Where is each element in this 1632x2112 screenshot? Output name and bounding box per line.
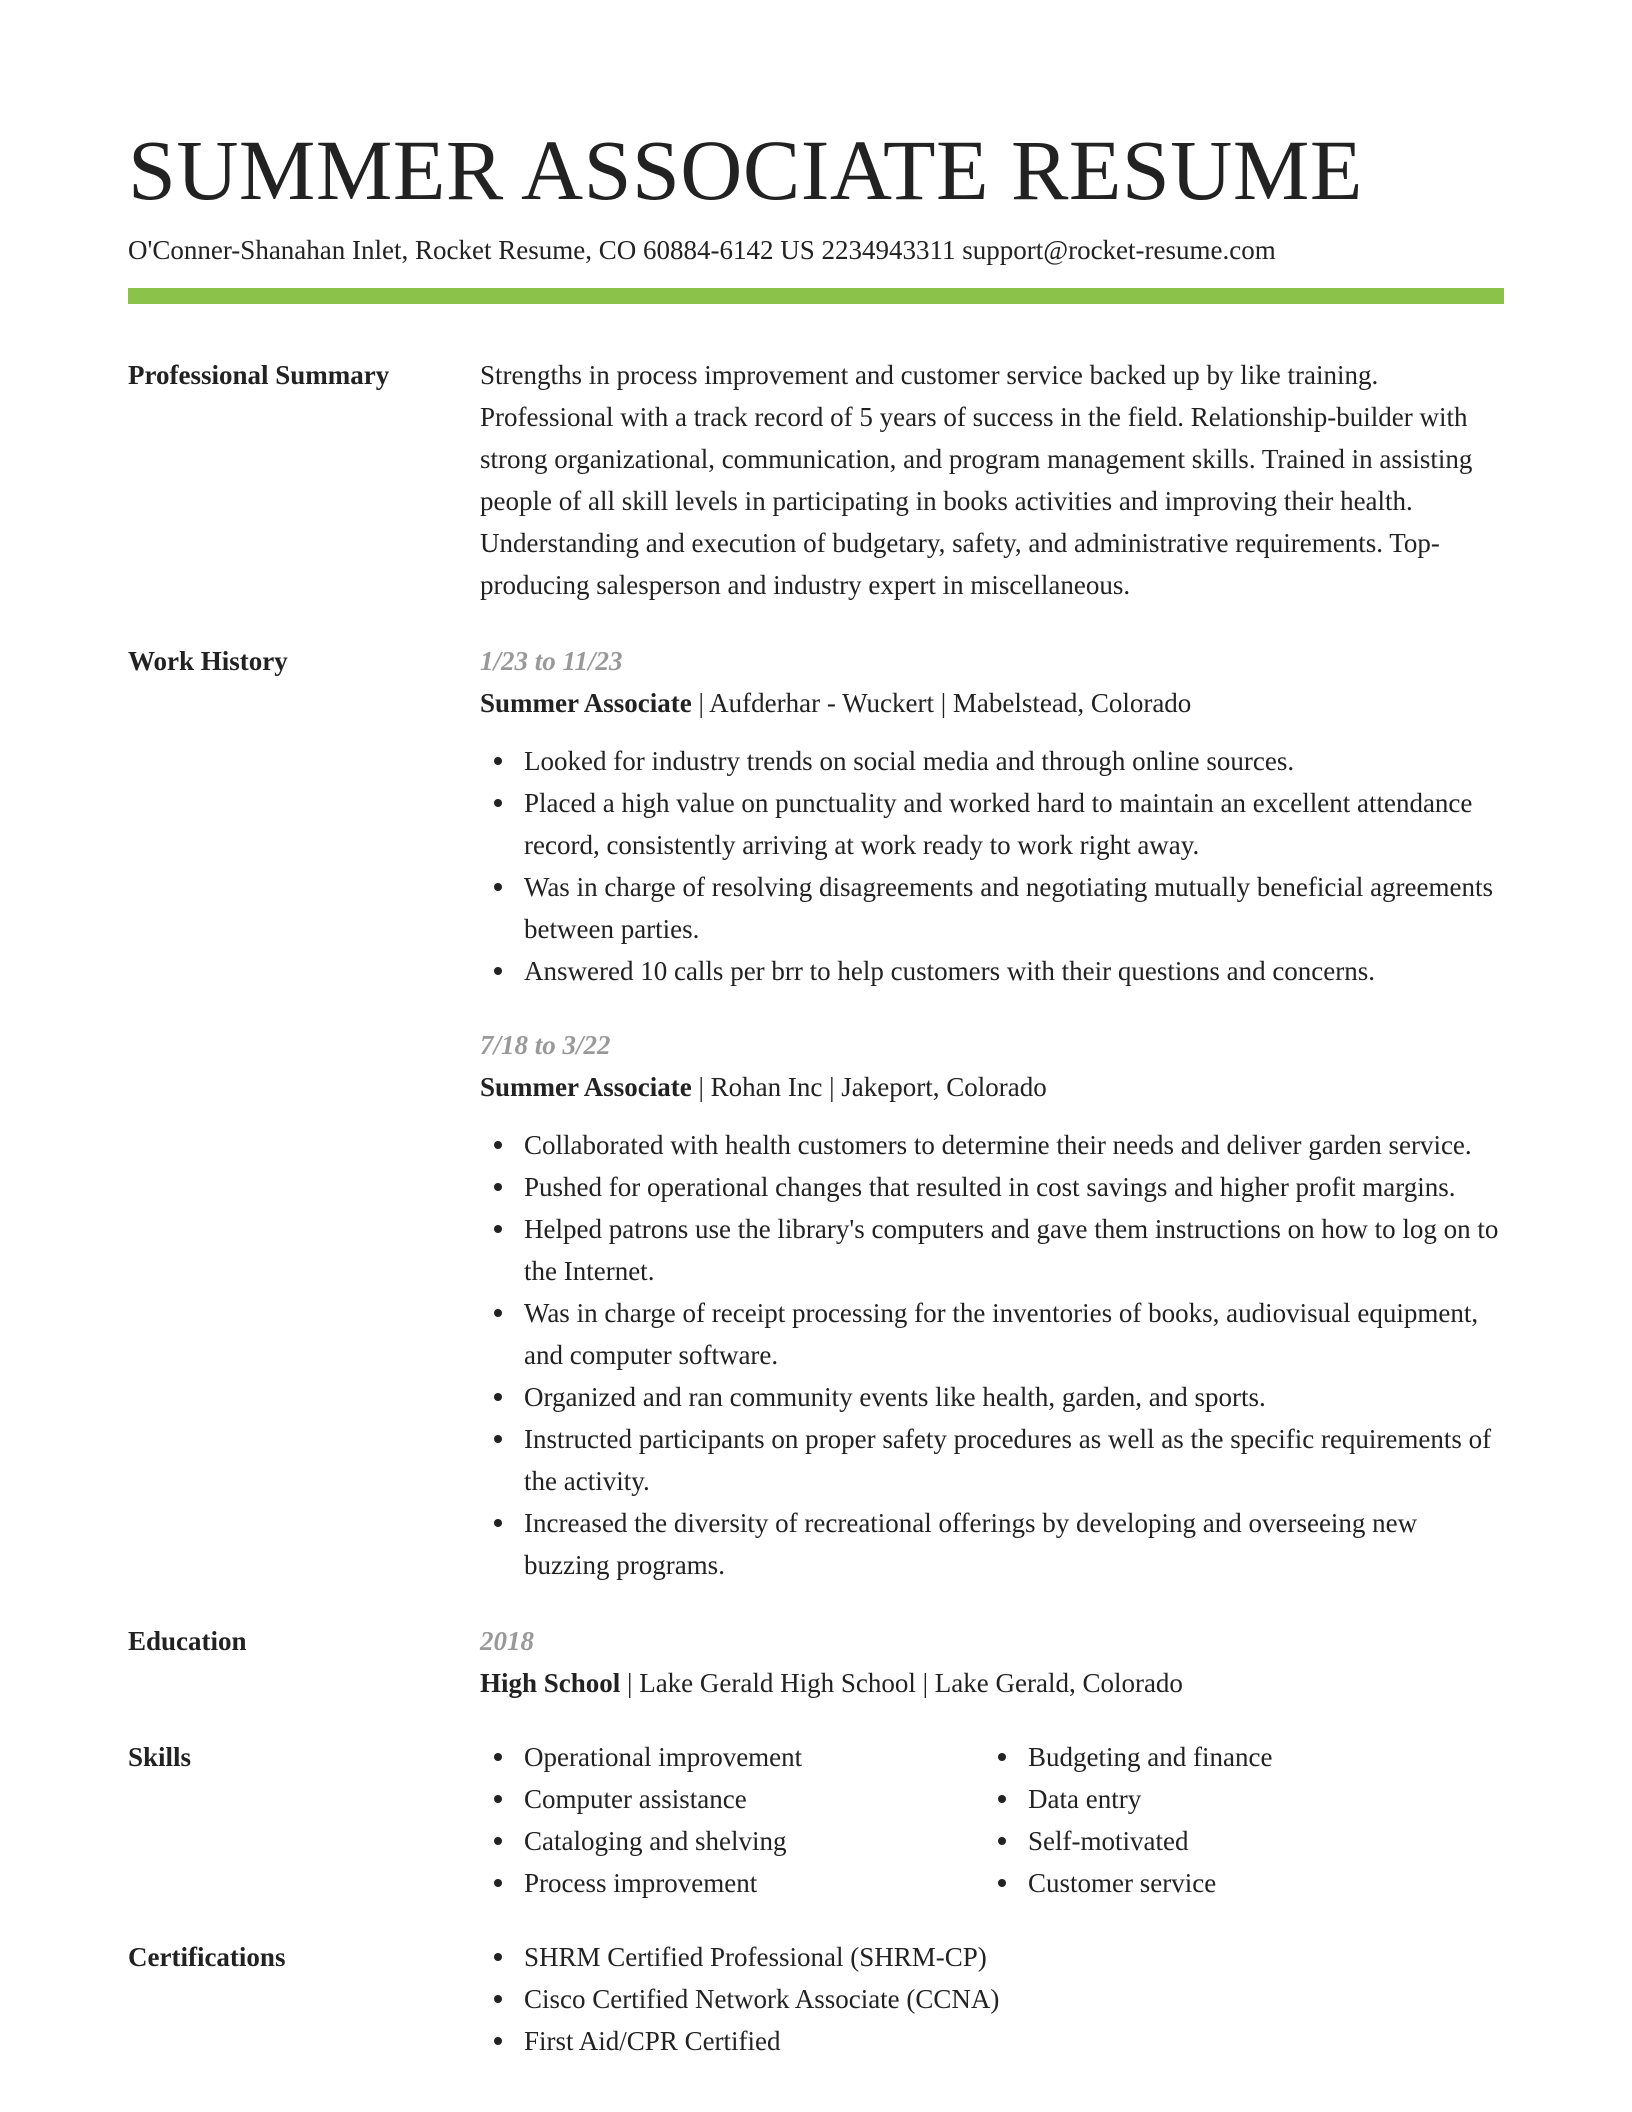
work-history-body	[480, 640, 1504, 1586]
education-body	[480, 1620, 1504, 1704]
section-label-certifications: Certifications	[128, 1942, 286, 1972]
job-entry	[480, 1024, 1504, 1586]
education-degree: High School	[480, 1668, 621, 1698]
job-bullet: Pushed for operational changes that resulted in cost savings and higher profit margins.	[480, 1166, 1504, 1208]
section-label-work: Work History	[128, 646, 288, 676]
professional-summary-section	[128, 354, 1504, 606]
skills-grid	[480, 1736, 1504, 1904]
accent-divider	[128, 288, 1504, 304]
job-bullets	[480, 740, 1504, 992]
summary-text: Strengths in process improvement and customer service backed up by like training. Professional with a track record of 5 years of success in the field. Relationship-builder with strong organizational, communication, and program management skills. Trained in assisting people of all skill levels in participating in books activities and improving their health. Understanding and execution of budgetary, safety, and administrative requirements. Top-producing salesperson and industry expert in miscellaneous.	[480, 360, 1473, 600]
job-role: Summer Associate	[480, 688, 692, 718]
job-bullet: Was in charge of receipt processing for the inventories of books, audiovisual equipment, and computer software.	[480, 1292, 1504, 1376]
job-entry	[480, 640, 1504, 992]
skills-body	[480, 1736, 1504, 1904]
job-bullet: Organized and ran community events like health, garden, and sports.	[480, 1376, 1504, 1418]
section-label-summary: Professional Summary	[128, 360, 390, 390]
job-employer-location: | Aufderhar - Wuckert | Mabelstead, Colorado	[691, 688, 1192, 718]
job-role-line	[480, 1066, 1504, 1108]
certifications-body	[480, 1936, 1504, 2062]
work-history-section	[128, 640, 1504, 1586]
job-role: Summer Associate	[480, 1072, 692, 1102]
job-bullets	[480, 1124, 1504, 1586]
job-bullet: Increased the diversity of recreational offerings by developing and overseeing new buzzing programs.	[480, 1502, 1504, 1586]
skill-item: Self-motivated	[984, 1820, 1504, 1862]
skill-item: Customer service	[984, 1862, 1504, 1904]
skill-item: Process improvement	[480, 1862, 984, 1904]
job-bullet: Collaborated with health customers to determine their needs and deliver garden service.	[480, 1124, 1504, 1166]
job-employer-location: | Rohan Inc | Jakeport, Colorado	[691, 1072, 1047, 1102]
job-bullet: Was in charge of resolving disagreements and negotiating mutually beneficial agreements between parties.	[480, 866, 1504, 950]
contact-line: O'Conner-Shanahan Inlet, Rocket Resume, CO 60884-6142 US 2234943311 support@rocket-resume.com	[128, 235, 1276, 265]
skill-item: Computer assistance	[480, 1778, 984, 1820]
resume-title: SUMMER ASSOCIATE RESUME	[128, 122, 1363, 218]
education-school-location: | Lake Gerald High School | Lake Gerald, Colorado	[620, 1668, 1183, 1698]
job-bullet: Helped patrons use the library's computers and gave them instructions on how to log on to the Internet.	[480, 1208, 1504, 1292]
certification-item: First Aid/CPR Certified	[480, 2020, 1504, 2062]
certification-item: SHRM Certified Professional (SHRM-CP)	[480, 1936, 1504, 1978]
job-dates: 1/23 to 11/23	[480, 646, 623, 676]
job-role-line	[480, 682, 1504, 724]
section-label-skills: Skills	[128, 1742, 192, 1772]
certifications-list	[480, 1936, 1504, 2062]
education-section	[128, 1620, 1504, 1704]
skill-item: Operational improvement	[480, 1736, 984, 1778]
job-bullet: Answered 10 calls per brr to help customers with their questions and concerns.	[480, 950, 1504, 992]
job-dates: 7/18 to 3/22	[480, 1030, 611, 1060]
skill-item: Budgeting and finance	[984, 1736, 1504, 1778]
skills-column-left	[480, 1736, 984, 1904]
skills-section	[128, 1736, 1504, 1904]
skill-item: Data entry	[984, 1778, 1504, 1820]
section-label-education: Education	[128, 1626, 247, 1656]
job-bullet: Placed a high value on punctuality and worked hard to maintain an excellent attendance record, consistently arriving at work ready to work right away.	[480, 782, 1504, 866]
resume-page	[128, 120, 1504, 2062]
job-bullet: Instructed participants on proper safety procedures as well as the specific requirements of the activity.	[480, 1418, 1504, 1502]
education-year: 2018	[480, 1626, 534, 1656]
certification-item: Cisco Certified Network Associate (CCNA)	[480, 1978, 1504, 2020]
education-line	[480, 1662, 1504, 1704]
job-bullet: Looked for industry trends on social media and through online sources.	[480, 740, 1504, 782]
skills-column-right	[984, 1736, 1504, 1904]
certifications-section	[128, 1936, 1504, 2062]
skill-item: Cataloging and shelving	[480, 1820, 984, 1862]
